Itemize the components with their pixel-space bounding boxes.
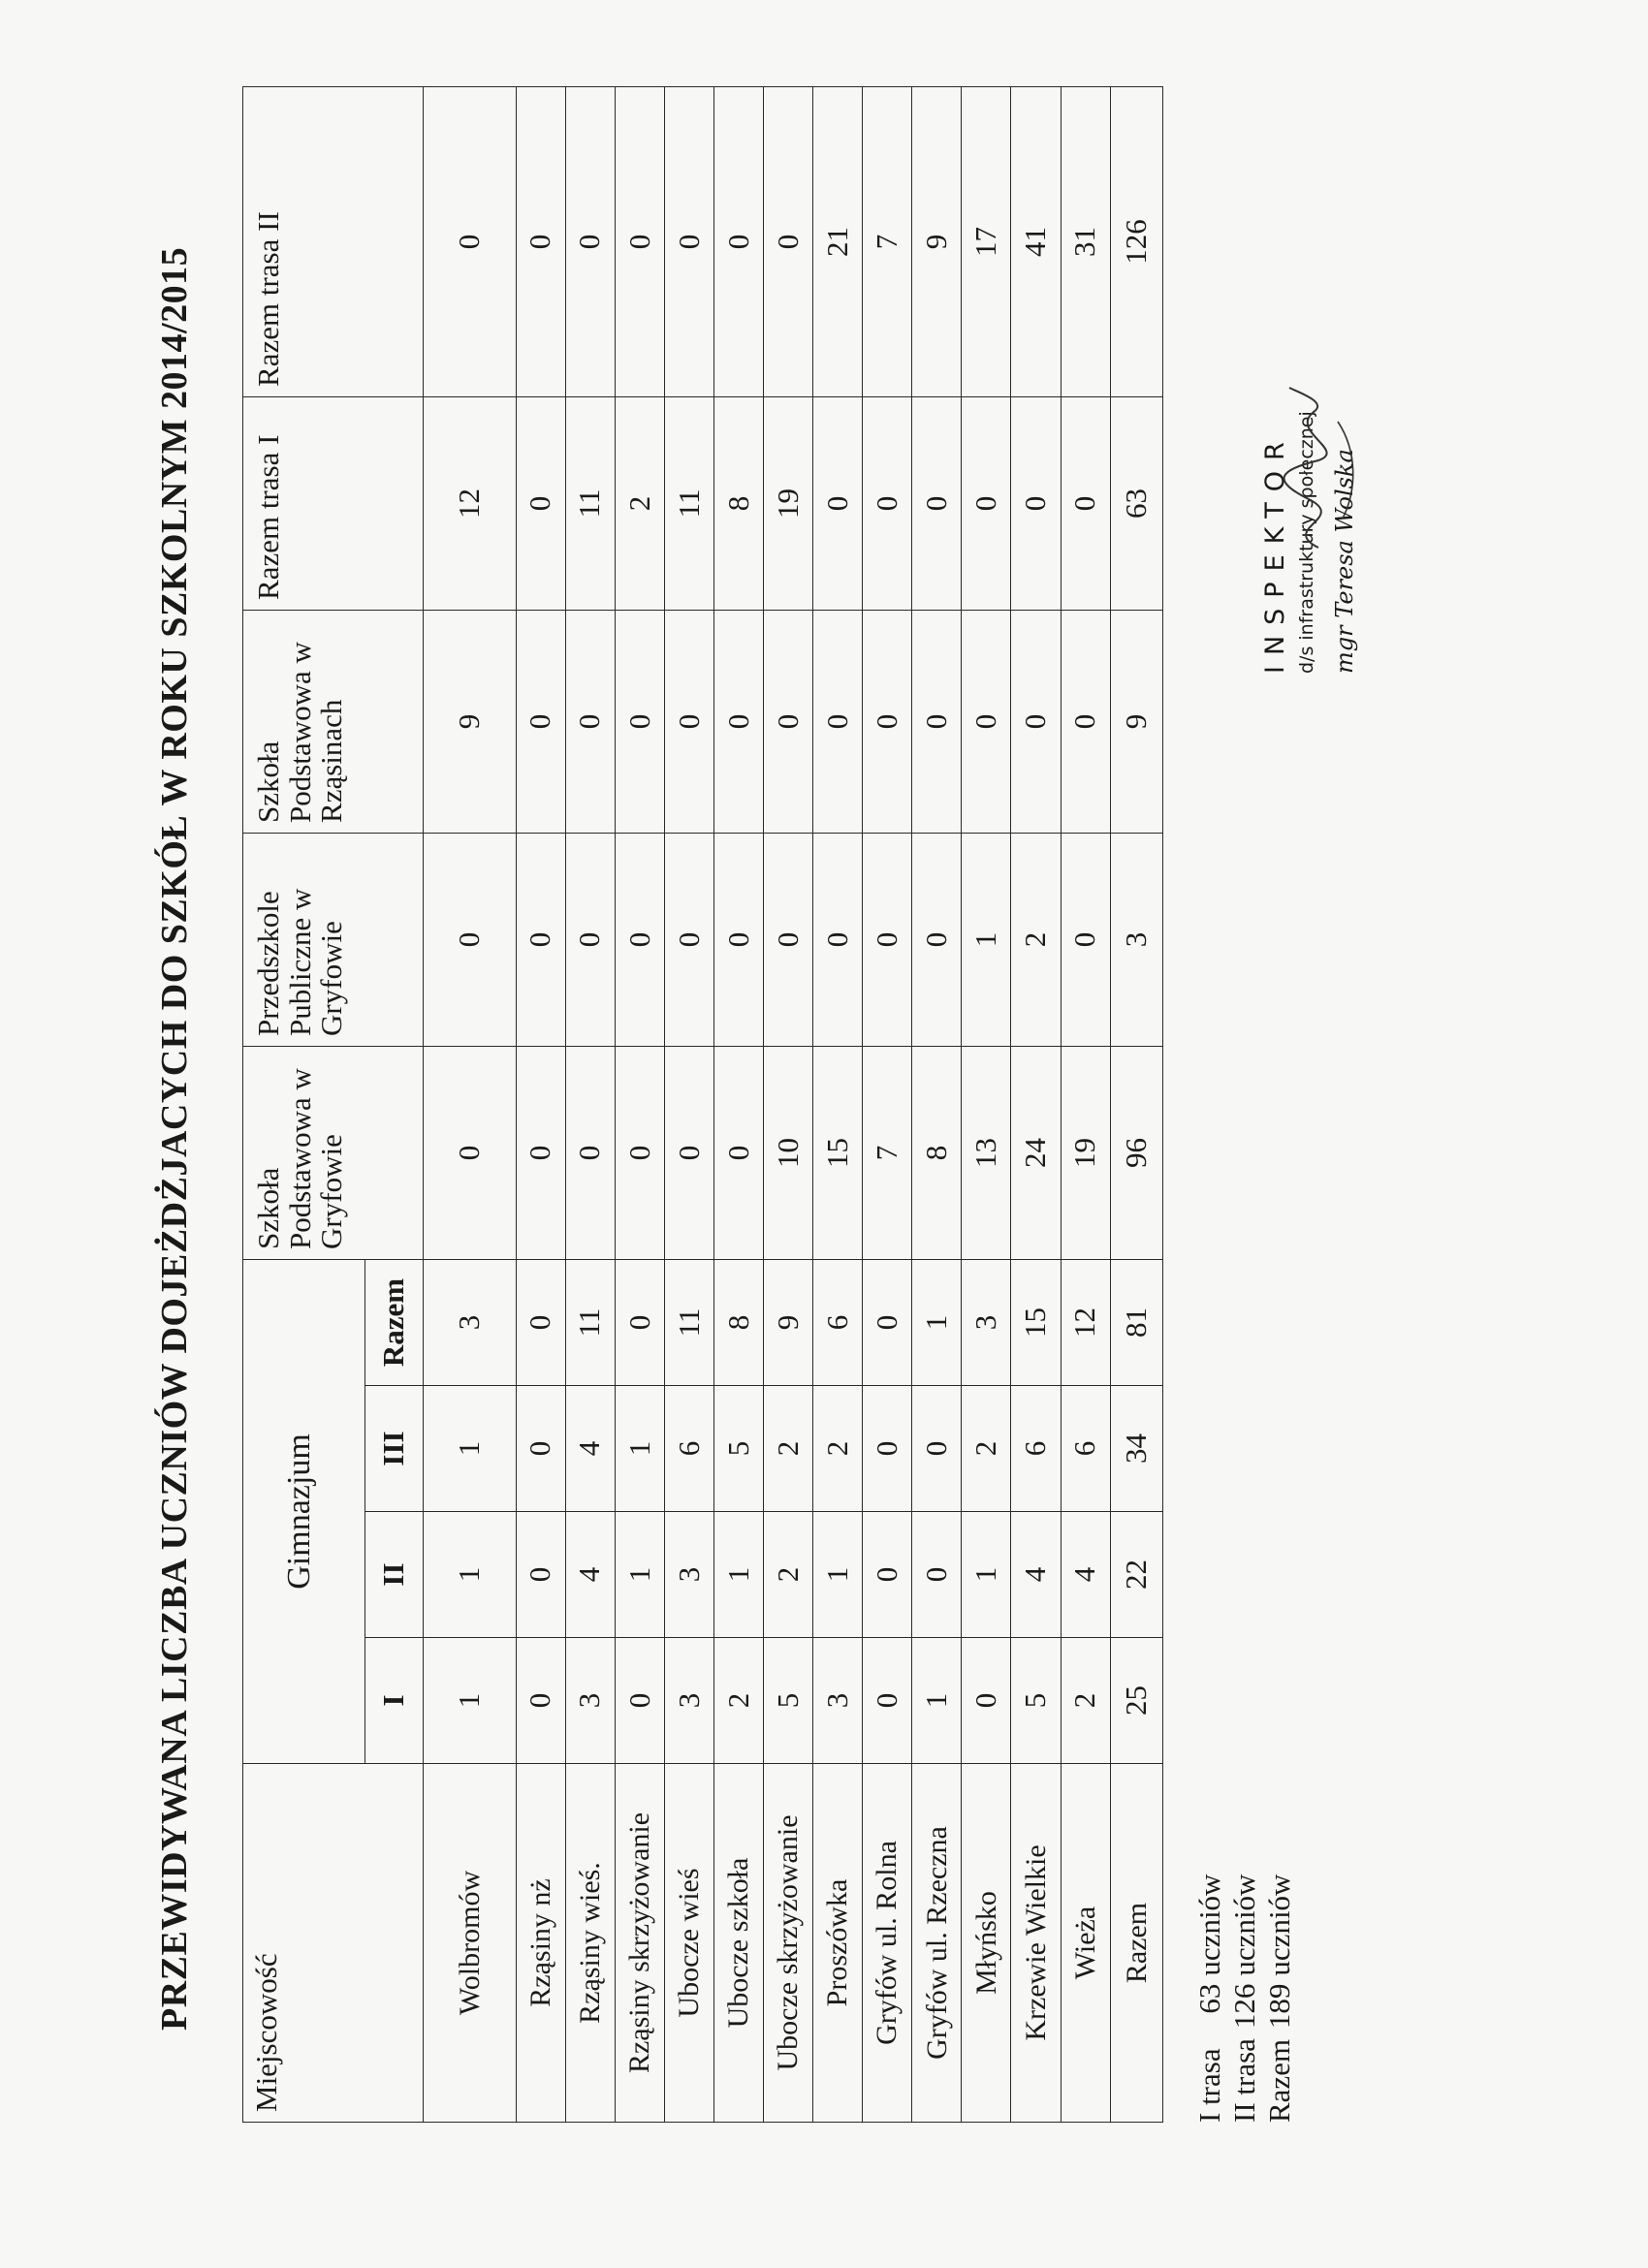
inspector-stamp [1260, 267, 1435, 674]
row-value: 0 [912, 610, 962, 833]
row-value: 0 [516, 1386, 565, 1512]
legend-unit: uczniów [1262, 1874, 1296, 1976]
row-value: 15 [1011, 1259, 1061, 1385]
header-gim-razem: Razem [365, 1259, 424, 1385]
row-value: 0 [912, 1386, 962, 1512]
legend-count: 63 [1192, 1983, 1226, 2014]
row-value: 3 [565, 1638, 615, 1764]
row-value: 0 [713, 1046, 763, 1259]
row-value: 2 [813, 1386, 863, 1512]
header-sp-rzasiny: Szkoła Podstawowa w Rząsinach [243, 610, 424, 833]
row-value: 0 [863, 610, 912, 833]
row-value: 2 [1011, 833, 1061, 1046]
row-value: 1 [962, 833, 1011, 1046]
row-value: 4 [565, 1512, 615, 1638]
row-value: 0 [764, 833, 813, 1046]
row-value: 1 [615, 1512, 664, 1638]
row-value: 8 [713, 396, 763, 610]
header-gim-ii: II [365, 1512, 424, 1638]
row-value: 3 [962, 1259, 1011, 1385]
commuter-table [242, 86, 1163, 2123]
row-value: 0 [615, 1638, 664, 1764]
row-value: 96 [1110, 1046, 1162, 1259]
stamp-title: INSPEKTOR [1260, 431, 1290, 674]
row-value: 0 [516, 1046, 565, 1259]
row-value: 24 [1011, 1046, 1061, 1259]
row-value: 0 [962, 396, 1011, 610]
row-place: Gryfów ul. Rzeczna [912, 1764, 962, 2123]
row-value: 10 [764, 1046, 813, 1259]
row-value: 9 [912, 86, 962, 396]
row-place: Rząsiny skrzyżowanie [615, 1764, 664, 2123]
legend-row [1227, 1865, 1262, 2123]
legend-label: II trasa [1227, 2038, 1261, 2123]
row-value: 7 [863, 86, 912, 396]
row-value: 0 [424, 833, 517, 1046]
row-value: 6 [664, 1386, 713, 1512]
row-value: 0 [713, 833, 763, 1046]
row-value: 0 [764, 86, 813, 396]
legend-count: 126 [1227, 1983, 1261, 2030]
row-value: 4 [565, 1386, 615, 1512]
row-place: Ubocze szkoła [713, 1764, 763, 2123]
table-row [962, 86, 1011, 2122]
row-value: 0 [813, 833, 863, 1046]
header-trasa-1: Razem trasa I [243, 396, 424, 610]
row-value: 0 [424, 86, 517, 396]
row-value: 2 [615, 396, 664, 610]
row-place: Krzewie Wielkie [1011, 1764, 1061, 2123]
table-row [565, 86, 615, 2122]
header-gim-i: I [365, 1638, 424, 1764]
row-value: 12 [424, 396, 517, 610]
row-value: 0 [1061, 610, 1110, 833]
row-value: 0 [516, 1259, 565, 1385]
row-value: 11 [664, 1259, 713, 1385]
row-value: 8 [912, 1046, 962, 1259]
row-value: 0 [713, 610, 763, 833]
row-value: 6 [1011, 1386, 1061, 1512]
row-place: Proszówka [813, 1764, 863, 2123]
row-value: 0 [912, 1512, 962, 1638]
header-place: Miejscowość [243, 1764, 424, 2123]
table-row [764, 86, 813, 2122]
row-value: 5 [713, 1386, 763, 1512]
row-value: 0 [813, 610, 863, 833]
table-row [424, 86, 517, 2122]
row-place: Rząsiny nż [516, 1764, 565, 2123]
row-value: 0 [565, 610, 615, 833]
row-value: 19 [1061, 1046, 1110, 1259]
row-value: 0 [516, 86, 565, 396]
row-place: Razem [1110, 1764, 1162, 2123]
row-value: 0 [516, 396, 565, 610]
table-row [1061, 86, 1110, 2122]
row-value: 7 [863, 1046, 912, 1259]
row-place: Ubocze wieś [664, 1764, 713, 2123]
row-value: 3 [664, 1638, 713, 1764]
row-value: 0 [912, 833, 962, 1046]
row-value: 0 [664, 86, 713, 396]
row-value: 1 [813, 1512, 863, 1638]
row-value: 0 [516, 1512, 565, 1638]
table-row [1110, 86, 1162, 2122]
row-value: 11 [565, 396, 615, 610]
legend-count: 189 [1262, 1983, 1296, 2030]
row-place: Wieża [1061, 1764, 1110, 2123]
row-value: 0 [516, 1638, 565, 1764]
row-value: 0 [565, 86, 615, 396]
legend-row [1192, 1865, 1227, 2123]
row-value: 3 [424, 1259, 517, 1385]
row-value: 1 [615, 1386, 664, 1512]
table-body [424, 86, 1163, 2122]
signature-icon [1260, 383, 1367, 557]
row-value: 81 [1110, 1259, 1162, 1385]
row-value: 0 [1011, 396, 1061, 610]
row-value: 11 [565, 1259, 615, 1385]
row-value: 0 [565, 833, 615, 1046]
row-value: 4 [1011, 1512, 1061, 1638]
row-value: 0 [863, 1259, 912, 1385]
header-pp-gryfow: Przedszkole Publiczne w Gryfowie [243, 833, 424, 1046]
table-row [615, 86, 664, 2122]
table-row [713, 86, 763, 2122]
row-value: 0 [615, 833, 664, 1046]
table-row [1011, 86, 1061, 2122]
row-value: 2 [962, 1386, 1011, 1512]
legend-unit: uczniów [1192, 1874, 1226, 1976]
route-legend [1192, 1865, 1297, 2123]
row-value: 13 [962, 1046, 1011, 1259]
row-value: 34 [1110, 1386, 1162, 1512]
row-value: 11 [664, 396, 713, 610]
row-value: 1 [424, 1386, 517, 1512]
row-value: 8 [713, 1259, 763, 1385]
row-value: 0 [1061, 833, 1110, 1046]
page-title: PRZEWIDYWANA LICZBA UCZNIÓW DOJEŻDŻJACYCH DO SZKÓŁ W ROKU SZKOLNYM 2014/2015 [154, 246, 195, 2031]
row-place: Młyńsko [962, 1764, 1011, 2123]
row-value: 0 [424, 1046, 517, 1259]
row-value: 21 [813, 86, 863, 396]
header-gim-iii: III [365, 1386, 424, 1512]
legend-row [1262, 1865, 1297, 2123]
row-value: 0 [863, 833, 912, 1046]
row-value: 1 [912, 1638, 962, 1764]
row-value: 63 [1110, 396, 1162, 610]
legend-label: Razem [1262, 2038, 1296, 2123]
row-value: 12 [1061, 1259, 1110, 1385]
row-value: 0 [516, 833, 565, 1046]
row-value: 0 [615, 86, 664, 396]
row-value: 17 [962, 86, 1011, 396]
row-value: 2 [1061, 1638, 1110, 1764]
row-value: 1 [713, 1512, 763, 1638]
row-value: 0 [764, 610, 813, 833]
row-place: Rząsiny wieś. [565, 1764, 615, 2123]
row-value: 1 [912, 1259, 962, 1385]
row-value: 0 [962, 1638, 1011, 1764]
table-row [664, 86, 713, 2122]
row-value: 0 [863, 1512, 912, 1638]
row-value: 6 [813, 1259, 863, 1385]
legend-label: I trasa [1192, 2048, 1226, 2123]
row-value: 3 [813, 1638, 863, 1764]
row-value: 0 [1011, 610, 1061, 833]
row-value: 19 [764, 396, 813, 610]
row-value: 0 [912, 396, 962, 610]
row-value: 0 [664, 1046, 713, 1259]
row-value: 2 [764, 1512, 813, 1638]
row-value: 15 [813, 1046, 863, 1259]
table-row [813, 86, 863, 2122]
row-value: 3 [664, 1512, 713, 1638]
row-value: 0 [615, 610, 664, 833]
row-value: 0 [664, 833, 713, 1046]
row-value: 31 [1061, 86, 1110, 396]
row-value: 2 [713, 1638, 763, 1764]
header-trasa-2: Razem trasa II [243, 86, 424, 396]
row-value: 1 [424, 1512, 517, 1638]
row-place: Ubocze skrzyżowanie [764, 1764, 813, 2123]
row-value: 6 [1061, 1386, 1110, 1512]
row-value: 0 [565, 1046, 615, 1259]
row-value: 4 [1061, 1512, 1110, 1638]
row-value: 25 [1110, 1638, 1162, 1764]
row-value: 41 [1011, 86, 1061, 396]
row-place: Wolbromów [424, 1764, 517, 2123]
row-value: 0 [863, 1386, 912, 1512]
legend-unit: uczniów [1227, 1874, 1261, 1976]
row-value: 0 [962, 610, 1011, 833]
table-row [912, 86, 962, 2122]
row-value: 0 [863, 396, 912, 610]
row-value: 3 [1110, 833, 1162, 1046]
row-place: Gryfów ul. Rolna [863, 1764, 912, 2123]
table-row [863, 86, 912, 2122]
row-value: 22 [1110, 1512, 1162, 1638]
table-row [516, 86, 565, 2122]
row-value: 2 [764, 1386, 813, 1512]
row-value: 9 [1110, 610, 1162, 833]
row-value: 0 [615, 1259, 664, 1385]
row-value: 0 [664, 610, 713, 833]
row-value: 5 [764, 1638, 813, 1764]
row-value: 0 [813, 396, 863, 610]
row-value: 0 [516, 610, 565, 833]
row-value: 0 [615, 1046, 664, 1259]
row-value: 126 [1110, 86, 1162, 396]
row-value: 5 [1011, 1638, 1061, 1764]
header-sp-gryfow: Szkoła Podstawowa w Gryfowie [243, 1046, 424, 1259]
row-value: 0 [863, 1638, 912, 1764]
row-value: 1 [962, 1512, 1011, 1638]
row-value: 9 [424, 610, 517, 833]
row-value: 1 [424, 1638, 517, 1764]
row-value: 0 [1061, 396, 1110, 610]
header-gimnazjum: Gimnazjum [243, 1259, 365, 1763]
stamp-department: d/s infrastruktury społecznej [1296, 411, 1317, 674]
stamp-name: mgr Teresa Wolska [1331, 449, 1358, 674]
row-value: 0 [713, 86, 763, 396]
row-value: 9 [764, 1259, 813, 1385]
